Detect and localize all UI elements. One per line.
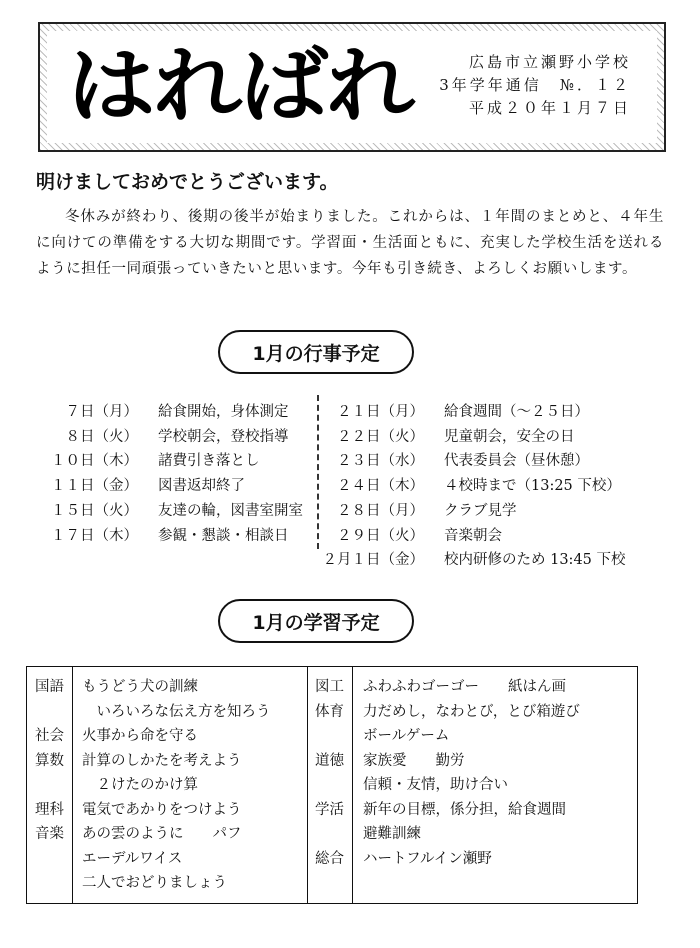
study-subject: 理科 [35,801,64,818]
study-subject: 国語 [35,679,64,695]
study-content: 信頼・友情，助け合い [363,777,508,793]
study-content: 火事から命を守る [82,728,198,744]
study-subject: 音楽 [35,826,64,842]
study-content: 力だめし，なわとび，とび箱遊び [363,703,580,720]
greeting-heading: 明けましておめでとうございます。 [36,171,339,193]
study-row [27,822,637,847]
study-content: ボールゲーム [363,728,450,744]
newsletter-number: 3年学年通信 №．１２ [439,76,631,94]
event-text: 図書返却終了 [158,478,245,495]
header-banner [38,22,666,152]
event-text: 友達の輪，図書室開室 [158,502,303,519]
study-row [27,798,637,823]
event-row [314,524,626,549]
study-content: ハートフルイン瀬野 [363,850,492,867]
study-row [27,749,637,774]
study-content: 二人でおどりましょう [82,875,227,891]
event-date: ２９日（火） [337,527,424,544]
study-row [27,700,637,725]
event-text: ４校時まで（13:25 下校） [444,478,621,495]
event-date: ２３日（水） [337,453,424,470]
event-text: 諸費引き落とし [158,453,260,470]
study-row [27,871,307,896]
study-table [26,666,638,904]
event-row [314,548,626,573]
study-content: 家族愛 勤労 [363,752,465,769]
event-row [30,449,303,474]
intro-paragraph: 冬休みが終わり、後期の後半が始まりました。これからは、１年間のまとめと、４年生に向けての準備をする大切な期間です。学習面・生活面ともに、充実した学校生活を送れるように担任一同頑張っていきたいと思います。今年も引き続き、よろしくお願いします。 [36,209,664,277]
newsletter-logo-title: はればれ [67,39,413,134]
event-date: ２４日（木） [337,478,424,495]
event-text: 校内研修のため 13:45 下校 [444,552,626,569]
header-inner [47,31,657,143]
event-date: ８日（火） [65,428,138,445]
event-row [30,425,303,450]
event-row [30,499,303,524]
study-content: あの雲のように パフ [82,826,242,842]
event-text: 児童朝会，安全の日 [444,428,575,445]
study-row [27,773,637,798]
study-subject: 体育 [315,703,344,720]
study-subject: 社会 [35,728,64,744]
issue-date: 平成２０年１月７日 [468,99,631,117]
event-date: １０日（木） [51,453,138,470]
events-right-column [314,400,626,573]
event-date: １１日（金） [51,478,138,495]
study-content: もうどう犬の訓練 [82,679,198,695]
study-subject: 道徳 [315,752,344,769]
event-row [30,524,303,549]
school-name: 広島市立瀬野小学校 [468,53,631,71]
event-text: クラブ見学 [444,502,517,519]
events-left-column [30,400,303,548]
study-content: ２けたのかけ算 [82,777,198,793]
study-subject: 図工 [315,679,344,695]
study-content: いろいろな伝え方を知ろう [82,703,271,720]
study-content: 計算のしかたを考えよう [82,752,242,769]
study-row [27,675,637,700]
study-content: 新年の目標，係分担，給食週間 [363,801,566,818]
study-content: 避難訓練 [363,826,421,842]
event-row [314,425,626,450]
study-subject: 総合 [315,850,344,867]
event-text: 学校朝会，登校指導 [158,428,289,445]
study-heading: 1月の学習予定 [218,599,414,643]
study-row [27,724,637,749]
event-row [314,449,626,474]
study-subject: 学活 [315,801,344,818]
event-row [30,474,303,499]
event-text: 音楽朝会 [444,527,502,544]
event-text: 給食開始，身体測定 [158,404,289,420]
header-info [439,51,631,120]
event-date: １７日（木） [51,527,138,544]
event-row [314,499,626,524]
event-text: 給食週間（～２５日） [444,404,589,420]
event-date: ７日（月） [65,404,138,420]
event-text: 代表委員会（昼休憩） [444,453,589,470]
event-date: １５日（火） [51,502,138,519]
study-row [27,847,637,872]
study-content: 電気であかりをつけよう [82,801,242,818]
events-heading: 1月の行事予定 [218,330,414,374]
event-row [30,400,303,425]
event-row [314,474,626,499]
study-content: エーデルワイス [82,850,183,867]
study-subject: 算数 [35,752,64,769]
event-text: 参観・懇談・相談日 [158,527,289,544]
event-row [314,400,626,425]
event-date: ２２日（火） [337,428,424,445]
event-date: ２１日（月） [337,404,424,420]
study-content: ふわふわゴーゴー 紙はん画 [363,679,566,695]
event-date: ２月１日（金） [322,552,424,569]
event-date: ２８日（月） [337,502,424,519]
